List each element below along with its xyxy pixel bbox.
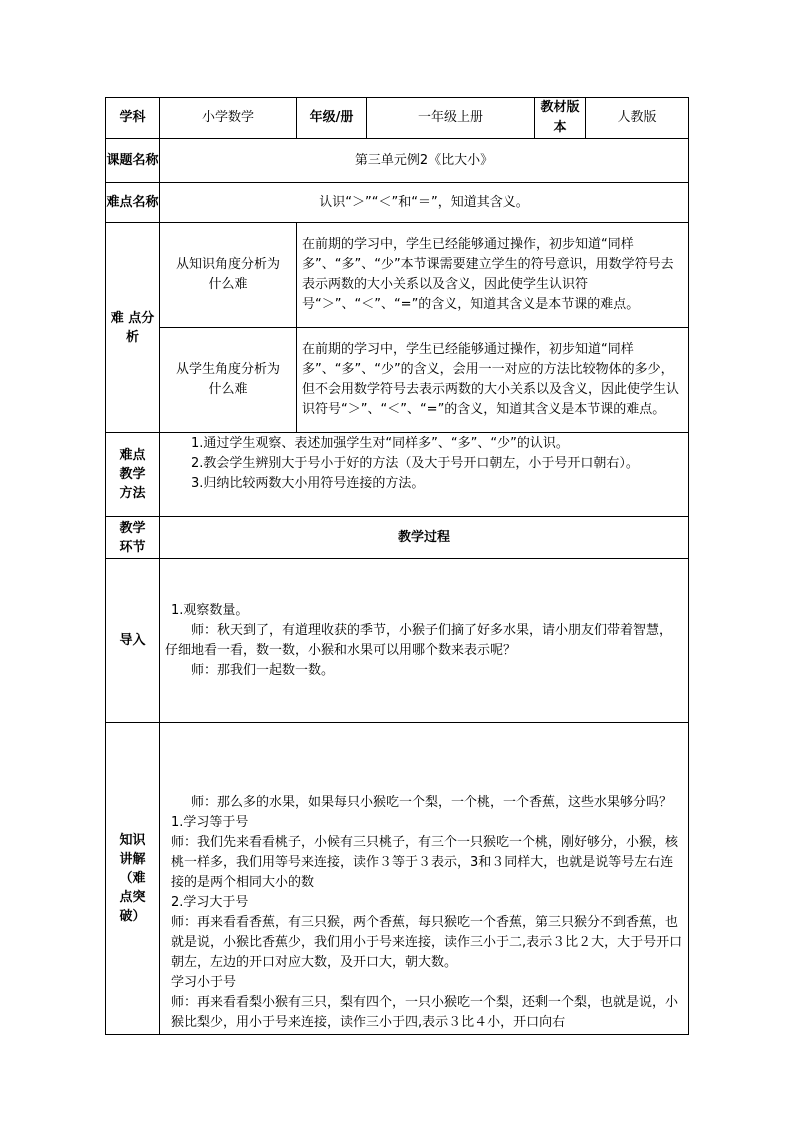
method-item: 3.归纳比较两数大小用符号连接的方法。 (191, 476, 425, 491)
grade-label: 年级/册 (297, 98, 367, 139)
process-row (106, 517, 689, 559)
lesson-plan-table (105, 97, 689, 1035)
topic-value: 第三单元例2《比大小》 (160, 139, 689, 183)
knowledge-content (160, 723, 689, 1035)
methods-content (160, 433, 689, 517)
intro-line: 1.观察数量。 (171, 602, 249, 618)
header-row (106, 98, 689, 139)
intro-row (106, 559, 689, 723)
process-label: 教学环节 (106, 517, 160, 559)
intro-label: 导入 (106, 559, 160, 723)
method-item: 1.通过学生观察、表述加强学生对“同样多”、“多”、“少”的认识。 (191, 436, 569, 451)
difficulty-row (106, 183, 689, 223)
knowledge-line: 2.学习大于号 (171, 895, 249, 910)
process-title: 教学过程 (160, 517, 689, 559)
knowledge-line: 师：再来看看梨小猴有三只，梨有四个，一只小猴吃一个梨，还剩一个梨，也就是说，小猴比梨少，用小于号来连接，读作三小于四,表示３比４小，开口向右 (171, 995, 679, 1030)
difficulty-label: 难点名称 (106, 183, 160, 223)
subject-value: 小学数学 (160, 98, 297, 139)
edition-label: 教材版本 (535, 98, 586, 139)
analysis-label: 难 点分析 (106, 223, 160, 433)
knowledge-angle-text: 在前期的学习中，学生已经能够通过操作，初步知道“同样多”、“多”、“少”本节课需要建立学生的符号意识，用数学符号去表示两数的大小关系以及含义，因此使学生认识符号“＞”、“＜”、“=”的含义，知道其含义是本节课的难点。 (297, 223, 689, 328)
methods-label: 难点教学方法 (106, 433, 160, 517)
analysis-student-row (106, 328, 689, 433)
knowledge-label: 知识讲解（难点突破） (106, 723, 160, 1035)
edition-value: 人教版 (586, 98, 689, 139)
difficulty-value: 认识“＞”“＜”和“＝”，知道其含义。 (160, 183, 689, 223)
knowledge-line: 师：我们先来看看桃子，小候有三只桃子，有三个一只猴吃一个桃，刚好够分，小猴，核桃一样多，我们用等号来连接，读作３等于３表示，3和３同样大，也就是说等号左右连接的是两个相同大小的数 (171, 835, 679, 890)
intro-content (160, 559, 689, 723)
knowledge-row (106, 723, 689, 1035)
knowledge-angle-label: 从知识角度分析为什么难 (160, 223, 297, 328)
grade-value: 一年级上册 (367, 98, 535, 139)
knowledge-line: 师：那么多的水果，如果每只小猴吃一个梨，一个桃，一个香蕉，这些水果够分吗？ (191, 795, 673, 810)
student-angle-text: 在前期的学习中，学生已经能够通过操作，初步知道“同样多”、“多”、“少”的含义，会用一一对应的方法比较物体的多少，但不会用数学符号去表示两数的大小关系以及含义，因此使学生认识符号“＞”、“＜”、“=”的含义，知道其含义是本节课的难点。 (297, 328, 689, 433)
knowledge-line: 1.学习等于号 (171, 815, 249, 830)
topic-row (106, 139, 689, 183)
student-angle-label: 从学生角度分析为什么难 (160, 328, 297, 433)
intro-line: 师：秋天到了，有道理收获的季节，小猴子们摘了好多水果，请小朋友们带着智慧，仔细地看一看，数一数，小猴和水果可以用哪个数来表示呢？ (165, 622, 673, 658)
methods-row (106, 433, 689, 517)
subject-label: 学科 (106, 98, 160, 139)
topic-label: 课题名称 (106, 139, 160, 183)
analysis-knowledge-row (106, 223, 689, 328)
knowledge-line: 学习小于号 (171, 975, 237, 990)
intro-line: 师：那我们一起数一数。 (191, 662, 335, 678)
method-item: 2.教会学生辨别大于号小于好的方法（及大于号开口朝左，小于号开口朝右）。 (191, 456, 639, 471)
knowledge-line: 师：再来看看香蕉，有三只猴，两个香蕉，每只猴吃一个香蕉，第三只猴分不到香蕉，也就是说，小猴比香蕉少，我们用小于号来连接，读作三小于二,表示３比２大，大于号开口朝左，左边的开口对应大数，及开口大，朝大数。 (171, 915, 683, 970)
